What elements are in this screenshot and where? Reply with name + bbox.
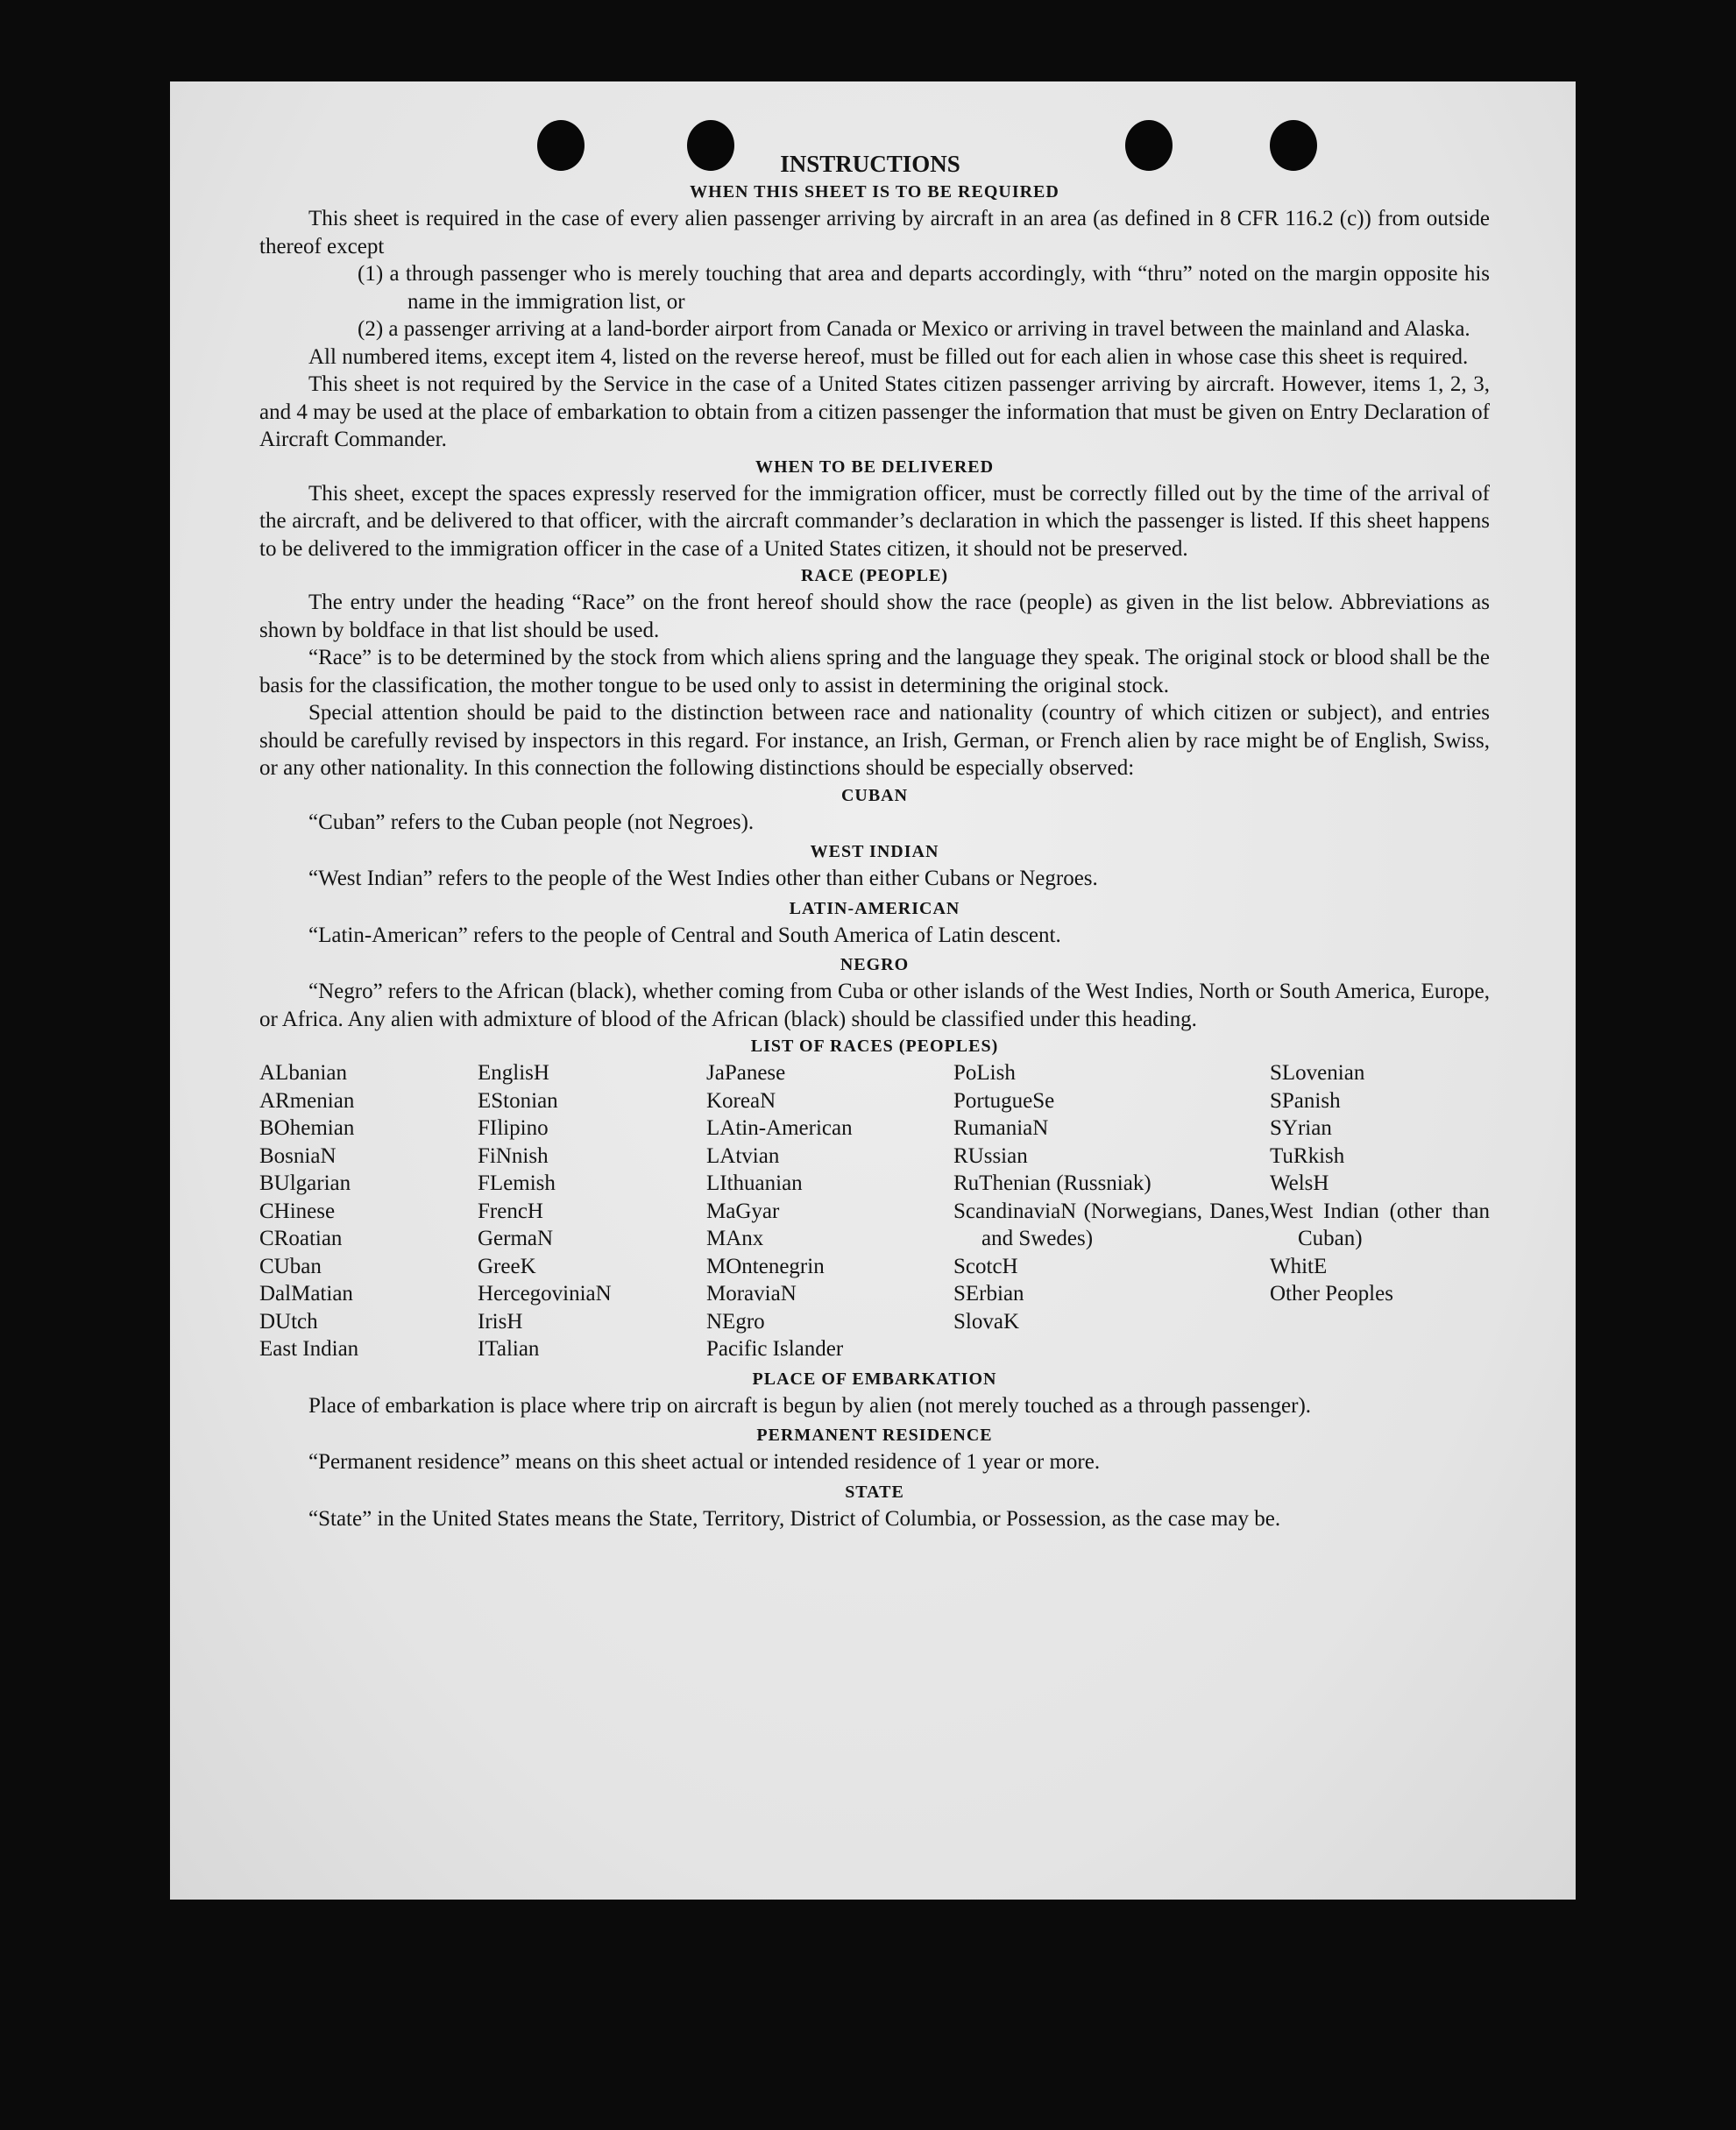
section-heading: NEGRO [840, 955, 910, 974]
race-entry: RumaniaN [953, 1116, 1049, 1140]
race-entry: Pacific Islander [706, 1337, 844, 1361]
race-entry: CRoatian [259, 1227, 343, 1250]
paragraph: “Race” is to be determined by the stock from which aliens spring and the language they speak. The original stock or blood shall be the basis for the classification, the mother tongue to be used only to assist in determining the original stock. [259, 646, 1490, 697]
paragraph: Place of embarkation is place where trip on aircraft is begun by alien (not merely touched as a through passenger). [308, 1393, 1312, 1418]
section-heading: RACE (PEOPLE) [801, 566, 948, 585]
section-heading: WHEN TO BE DELIVERED [755, 456, 995, 477]
race-column [1270, 1059, 1490, 1363]
race-entry: KoreaN [706, 1088, 776, 1113]
race-entry: SPanish [1270, 1088, 1341, 1113]
race-entry: FrencH [478, 1199, 543, 1223]
race-entry: LAtin-American [706, 1116, 853, 1140]
section-heading: LATIN-AMERICAN [789, 898, 960, 918]
race-column [706, 1059, 953, 1363]
race-entry: LIthuanian [706, 1171, 803, 1195]
race-entry: DUtch [259, 1309, 318, 1334]
race-entry: PoLish [953, 1061, 1016, 1085]
instructions-body [259, 149, 1490, 1532]
race-entry: MAnx [706, 1227, 764, 1250]
race-entry: LAtvian [706, 1143, 780, 1168]
race-entry: CHinese [259, 1199, 336, 1223]
section-heading: WEST INDIAN [810, 842, 939, 861]
paragraph: “Cuban” refers to the Cuban people (not Negroes). [308, 810, 755, 834]
race-entry: JaPanese [706, 1061, 786, 1085]
race-entry: SYrian [1270, 1116, 1332, 1140]
section-heading: STATE [845, 1482, 904, 1502]
race-entry: MaGyar [706, 1199, 780, 1223]
race-entry: BUlgarian [259, 1171, 351, 1195]
page-title: INSTRUCTIONS [780, 151, 960, 177]
paragraph: “Latin-American” refers to the people of Central and South America of Latin descent. [308, 923, 1061, 947]
race-column [259, 1059, 478, 1363]
race-entry: FIlipino [478, 1116, 549, 1140]
paragraph: This sheet is not required by the Service in the case of a United States citizen passenger arriving by aircraft. However, items 1, 2, 3, and 4 may be used at the place of embarkation to obtain from a citizen passenger the information that must be given on Entry Declaration of Aircraft Commander. [259, 372, 1490, 451]
race-entry: SLovenian [1270, 1061, 1365, 1085]
race-entry: ITalian [478, 1337, 540, 1361]
section-heading: WHEN THIS SHEET IS TO BE REQUIRED [690, 182, 1059, 202]
paragraph: “State” in the United States means the State, Territory, District of Columbia, or Possession, as the case may be. [308, 1506, 1281, 1531]
paragraph: This sheet is required in the case of every alien passenger arriving by aircraft in an area (as defined in 8 CFR 116.2 (c)) from outside thereof except [259, 207, 1490, 258]
race-entry: EStonian [478, 1088, 558, 1113]
race-entry: CUban [259, 1254, 322, 1278]
race-entry: ScotcH [953, 1254, 1018, 1278]
section-heading: CUBAN [840, 785, 909, 805]
race-entry: ALbanian [259, 1061, 347, 1085]
race-entry: GermaN [478, 1227, 554, 1250]
race-entry: BOhemian [259, 1116, 355, 1140]
list-item: (1) a through passenger who is merely touching that area and departs accordingly, with “thru” noted on the margin opposite his name in the immigration list, or [358, 262, 1490, 314]
race-entry: ScandinaviaN (Norwegians, Danes, and Swedes) [953, 1199, 1270, 1250]
paragraph: “West Indian” refers to the people of the West Indies other than either Cubans or Negroes. [308, 867, 1098, 890]
race-entry: SErbian [953, 1282, 1024, 1306]
race-entry: Other Peoples [1270, 1282, 1393, 1306]
race-entry: WelsH [1270, 1171, 1329, 1195]
paragraph: All numbered items, except item 4, listed on the reverse hereof, must be filled out for each alien in whose case this sheet is required. [308, 344, 1469, 369]
paragraph: The entry under the heading “Race” on the front hereof should show the race (people) as given in the list below. Abbreviations as shown by boldface in that list should be used. [259, 591, 1490, 642]
race-entry: East Indian [259, 1337, 359, 1361]
list-item: (2) a passenger arriving at a land-border airport from Canada or Mexico or arriving in travel between the mainland and Alaska. [358, 317, 1470, 341]
race-entry: GreeK [478, 1254, 536, 1278]
race-entry: EnglisH [478, 1061, 549, 1085]
paragraph: Special attention should be paid to the distinction between race and nationality (country of which citizen or subject), and entries should be carefully revised by inspectors in this regard. For instance, an Irish, German, or French alien by race might be of English, Swiss, or any other nationality. In this connection the following distinctions should be especially observed: [259, 701, 1490, 780]
race-entry: ARmenian [259, 1088, 355, 1113]
race-entry: RUssian [953, 1143, 1028, 1168]
race-entry: FiNnish [478, 1143, 549, 1168]
section-heading: PERMANENT RESIDENCE [756, 1426, 993, 1445]
race-entry: WhitE [1270, 1254, 1328, 1278]
paragraph: This sheet, except the spaces expressly reserved for the immigration officer, must be correctly filled out by the time of the arrival of the aircraft, and be delivered to that officer, with the aircraft commander’s declaration in which the passenger is listed. If this sheet happens to be delivered to the immigration officer in the case of a United States citizen, it should not be preserved. [259, 481, 1490, 561]
race-entry: PortugueSe [953, 1088, 1055, 1113]
race-entry: DalMatian [259, 1282, 353, 1306]
race-column [953, 1059, 1270, 1363]
race-entry: HercegoviniaN [478, 1282, 612, 1306]
race-entry: RuThenian (Russniak) [953, 1171, 1151, 1195]
paragraph: “Permanent residence” means on this sheet actual or intended residence of 1 year or more. [308, 1450, 1101, 1474]
paragraph: “Negro” refers to the African (black), whether coming from Cuba or other islands of the West Indies, North or South America, Europe, or Africa. Any alien with admixture of blood of the African (black) should be classified under this heading. [259, 980, 1490, 1031]
race-entry: MoraviaN [706, 1282, 797, 1306]
race-entry: MOntenegrin [706, 1254, 825, 1278]
section-heading: PLACE OF EMBARKATION [752, 1369, 997, 1389]
race-entry: NEgro [706, 1309, 765, 1334]
race-entry: FLemish [478, 1171, 556, 1195]
race-entry: SlovaK [953, 1309, 1019, 1334]
race-entry: TuRkish [1270, 1143, 1345, 1168]
section-heading: LIST OF RACES (PEOPLES) [750, 1037, 999, 1056]
race-entry: West Indian (other than Cuban) [1270, 1199, 1490, 1250]
race-entry: BosniaN [259, 1143, 337, 1168]
race-entry: IrisH [478, 1309, 523, 1334]
race-column [478, 1059, 706, 1363]
race-list [259, 1059, 1490, 1363]
